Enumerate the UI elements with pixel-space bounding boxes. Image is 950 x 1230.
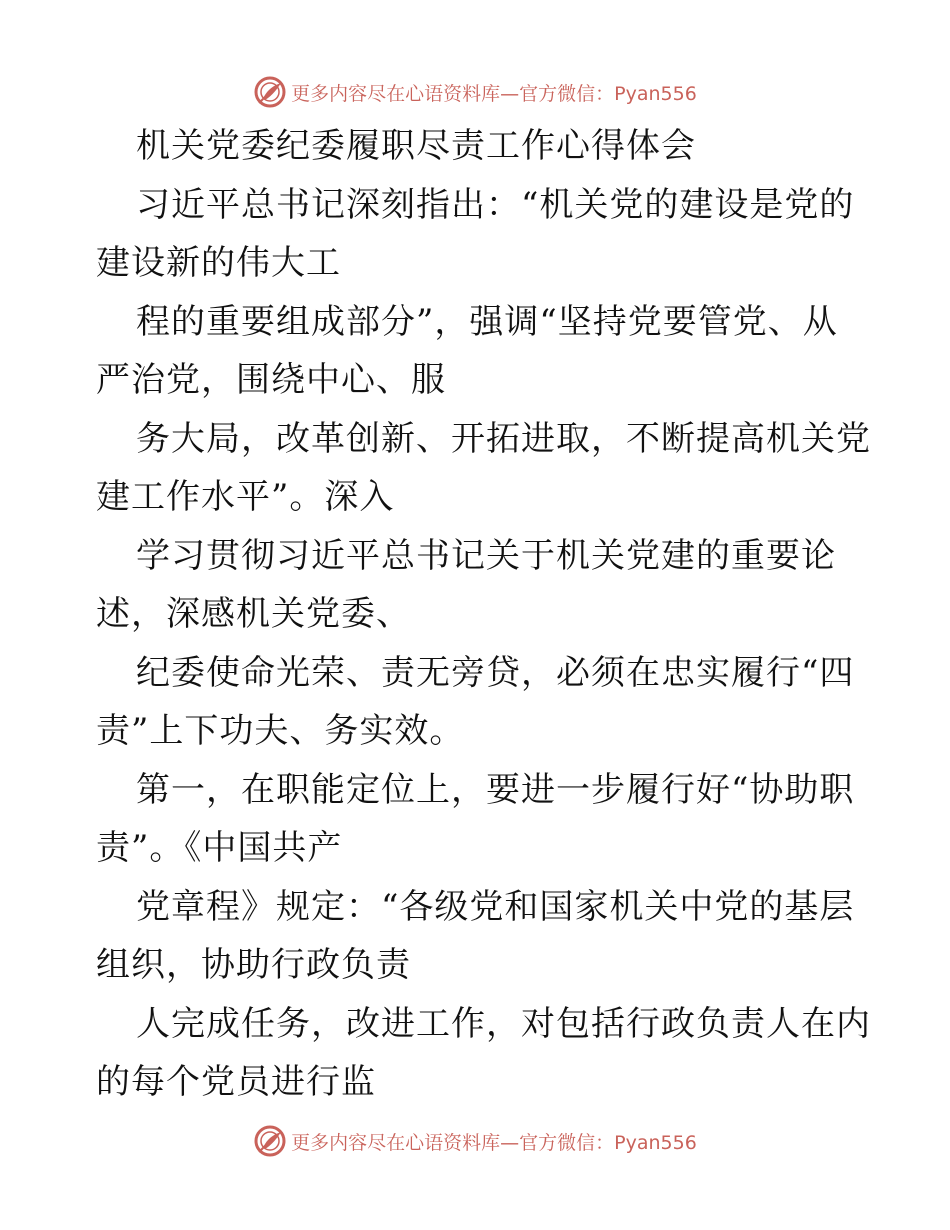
text-line: 学习贯彻习近平总书记关于机关党建的重要论 — [136, 535, 836, 576]
document-body — [96, 117, 871, 1112]
text-line: 建设新的伟大工 — [96, 243, 341, 283]
text-line: 的每个党员进行监 — [96, 1062, 376, 1102]
text-line: 习近平总书记深刻指出：“机关党的建设是党的 — [136, 184, 855, 225]
text-line: 建工作水平”。深入 — [96, 477, 395, 517]
watermark-text: 更多内容尽在心语资料库—官方微信：Pyan556 — [291, 1131, 697, 1154]
text-line: 程的重要组成部分”，强调“坚持党要管党、从 — [136, 301, 838, 342]
text-line: 组织，协助行政负责 — [96, 945, 411, 985]
text-line: 责”上下功夫、务实效。 — [96, 711, 465, 751]
leaf-seal-logo-icon — [253, 1124, 287, 1158]
text-line: 述，深感机关党委、 — [96, 594, 411, 634]
text-line: 责”。《中国共产 — [96, 828, 343, 868]
footer-watermark — [0, 1121, 950, 1161]
text-line: 严治党，围绕中心、服 — [96, 360, 446, 400]
text-line: 务大局，改革创新、开拓进取，不断提高机关党 — [136, 418, 871, 459]
text-line: 党章程》规定：“各级党和国家机关中党的基层 — [136, 886, 855, 927]
text-line: 第一，在职能定位上，要进一步履行好“协助职 — [136, 769, 855, 810]
watermark-text: 更多内容尽在心语资料库—官方微信：Pyan556 — [291, 82, 697, 105]
header-watermark — [0, 72, 950, 112]
text-line: 纪委使命光荣、责无旁贷，必须在忠实履行“四 — [136, 652, 855, 693]
text-line: 人完成任务，改进工作，对包括行政负责人在内 — [136, 1003, 871, 1044]
leaf-seal-logo-icon — [253, 75, 287, 109]
document-title: 机关党委纪委履职尽责工作心得体会 — [136, 126, 696, 166]
